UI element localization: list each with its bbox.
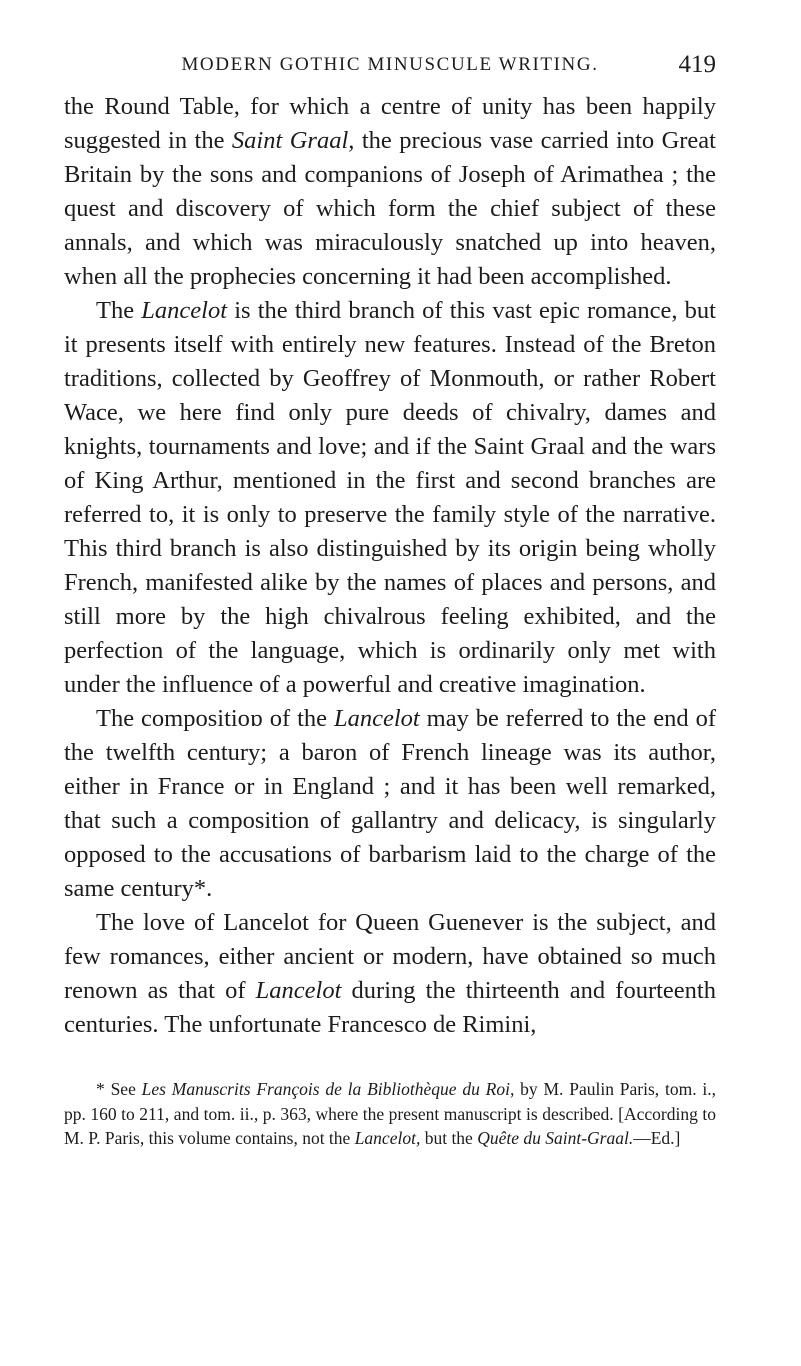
paragraph-2 xyxy=(64,294,716,702)
italic-title: Quête du Saint-Graal. xyxy=(477,1128,634,1148)
running-head xyxy=(64,52,716,82)
text-run: The love of Lancelot for Queen Guenever is the subject, and few romances, either ancient or modern, have obtained so much renown as that of xyxy=(64,909,716,1004)
italic-title: Lancelot xyxy=(141,297,228,324)
text-run: is the third branch of this vast epic romance, but it presents itself with entirely new features. Instead of the Breton traditions, collected by Geoffrey of Monmouth, or rather Robert Wace, we here find only pure deeds of chivalry, dames and knights, tournaments and love; and if the Saint Graal and the wars of King Arthur, mentioned in the first and second branches are referred to, it is only to preserve the family style of the narrative. This third branch is also distinguished by its origin being wholly French, manifested alike by the names of places and persons, and still more by the high chivalrous feeling exhibited, and the perfection of the language, which is ordinarily only met with under the influence of a powerful and creative imagination. xyxy=(64,297,716,698)
running-title: MODERN GOTHIC MINUSCULE WRITING. xyxy=(181,54,599,75)
italic-title: Lancelot, xyxy=(354,1128,421,1148)
italic-title: Saint Graal, xyxy=(231,127,355,154)
text-run: but the xyxy=(420,1128,478,1148)
text-run: —Ed.] xyxy=(633,1128,681,1148)
text-run: by M. Paulin Paris, tom. i., pp. 160 to 211, and tom. ii., p. 363, where the present manuscript is described. [According to M. P. Paris, this volume contains, not the xyxy=(64,1079,716,1148)
footnote xyxy=(64,1077,716,1151)
paragraph-4 xyxy=(64,906,716,1042)
text-run: may be referred to the end of the twelfth century; a baron of French lineage was its author, either in France or in England ; and it has been well remarked, that such a composition of gallantry and delicacy, is singularly opposed to the accusations of barbarism laid to the charge of the same century*. xyxy=(64,705,716,902)
italic-title: Lancelot xyxy=(333,705,420,732)
paragraph-1 xyxy=(64,90,716,294)
text-run: during the thirteenth and fourteenth centuries. The unfortunate Francesco de Rimini, xyxy=(64,977,716,1038)
page-number: 419 xyxy=(678,51,716,78)
italic-title: Lancelot xyxy=(255,977,342,1004)
text-run: * See xyxy=(96,1079,142,1099)
italic-title: Les Manuscrits François de la Bibliothèque du Roi, xyxy=(141,1079,515,1099)
body-text xyxy=(64,90,716,1042)
text-run: the Round Table, for which a centre of unity has been happily suggested in the xyxy=(64,93,716,154)
paragraph-3 xyxy=(64,702,716,906)
text-run: The xyxy=(96,297,142,324)
footnote-text xyxy=(64,1077,716,1151)
text-run: The compositioɒ of the xyxy=(96,705,334,732)
text-run: the precious vase carried into Great Britain by the sons and companions of Joseph of Arimathea ; the quest and discovery of which form the chief subject of these annals, and which was miraculously snatched up into heaven, when all the prophecies concerning it had been accomplished. xyxy=(64,127,716,290)
